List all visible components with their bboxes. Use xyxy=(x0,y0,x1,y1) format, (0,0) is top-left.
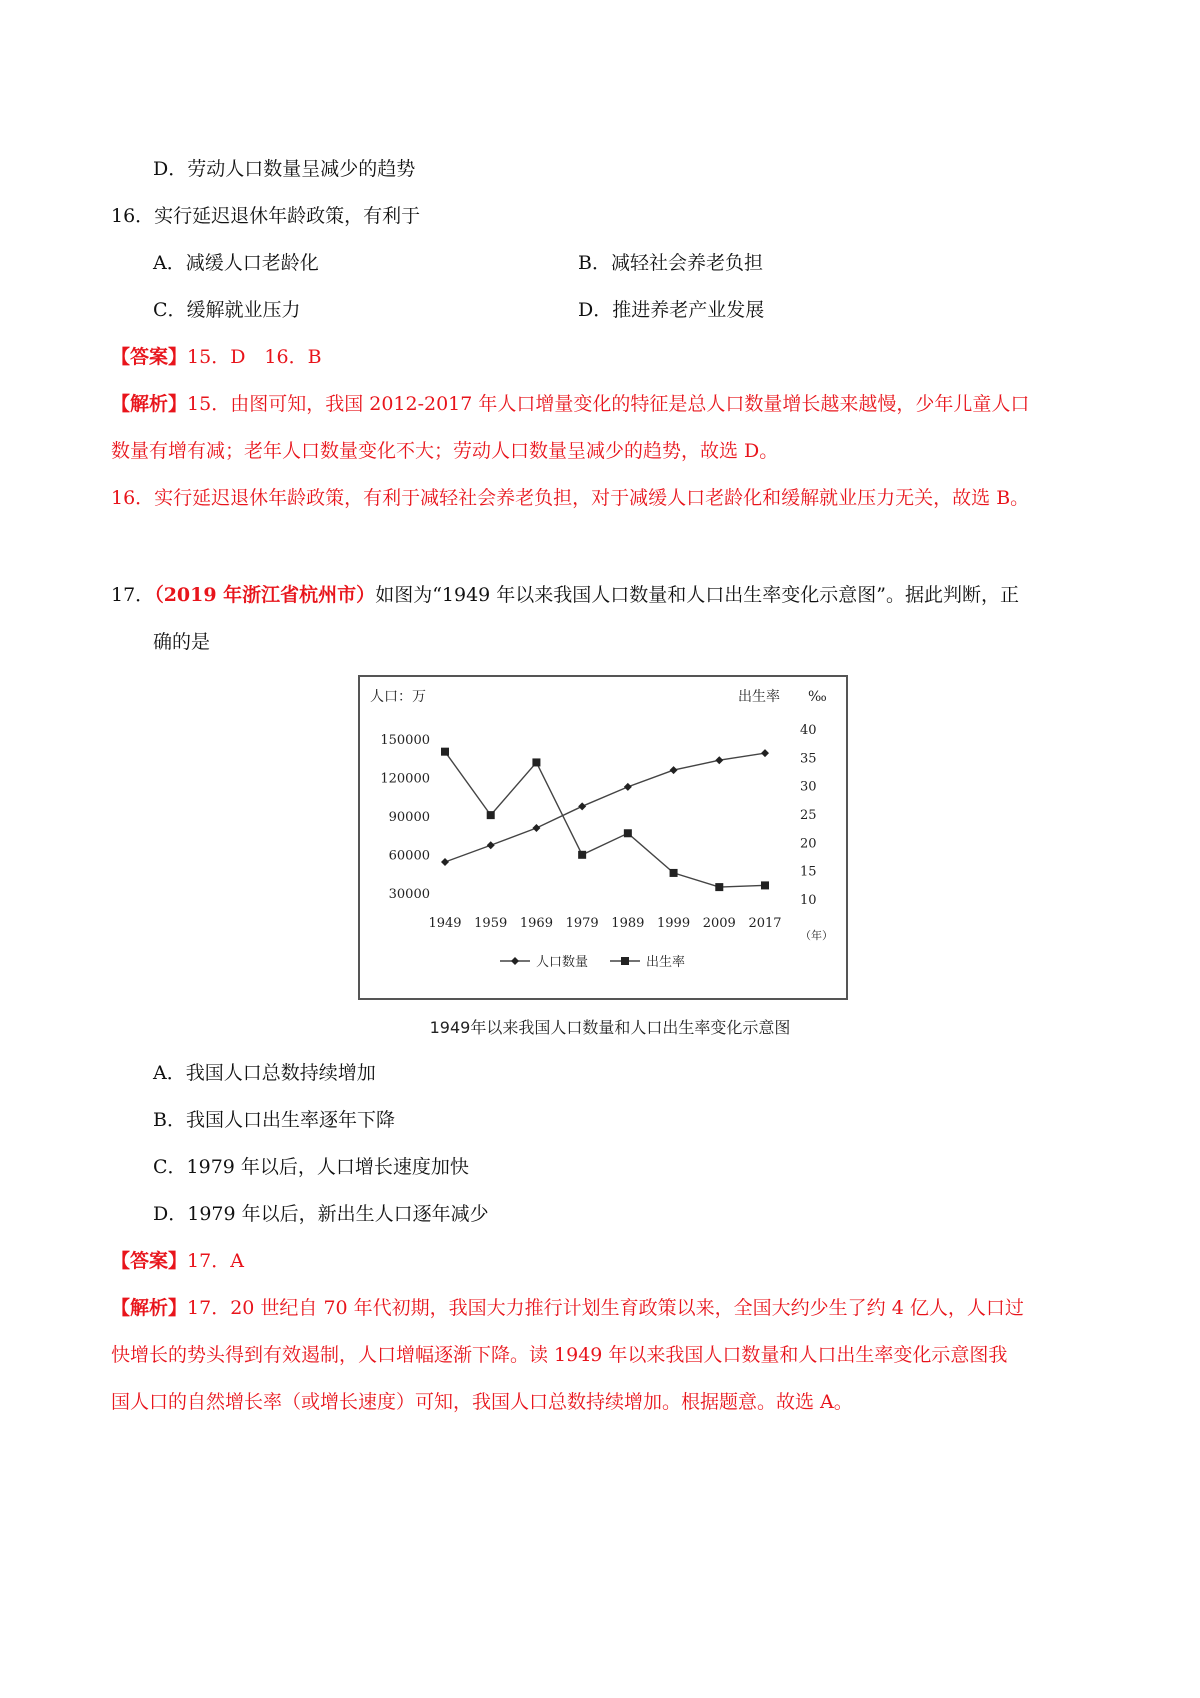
analysis-15-line2: 数量有增有减；老年人口数量变化不大；劳动人口数量呈减少的趋势，故选 D。 xyxy=(111,440,779,462)
analysis-text: 15．由图可知，我国 2012-2017 年人口增量变化的特征是总人口数量增长越来越慢，少年儿童人口 xyxy=(187,393,1030,415)
y-right-tick-label: 25 xyxy=(800,808,817,823)
figure-caption: 1949年以来我国人口数量和人口出生率变化示意图 xyxy=(429,1018,791,1037)
q17-option-d: D．1979 年以后，新出生人口逐年减少 xyxy=(153,1203,489,1225)
y-left-tick-label: 90000 xyxy=(388,810,430,825)
population-point xyxy=(441,858,449,866)
birth-rate-point xyxy=(487,811,495,819)
analysis-tag: 【解析】 xyxy=(111,1297,188,1319)
y-left-tick-label: 150000 xyxy=(380,733,430,748)
answer-15-16 xyxy=(111,344,322,370)
x-tick-label: 2017 xyxy=(748,916,782,931)
y-right-tick-label: 15 xyxy=(800,864,817,880)
analysis-16-line1: 16．实行延迟退休年龄政策，有利于减轻社会养老负担，对于减缓人口老龄化和缓解就业压力无关，故选 B。 xyxy=(111,487,1030,509)
q17-option-b: B．我国人口出生率逐年下降 xyxy=(153,1109,395,1131)
x-axis-unit: （年） xyxy=(800,929,833,942)
analysis-tag: 【解析】 xyxy=(111,393,188,415)
q17-number: 17． xyxy=(111,584,155,606)
answer-text: 17．A xyxy=(187,1250,244,1272)
population-chart xyxy=(358,675,848,1000)
q17-stem-line1 xyxy=(111,582,1019,608)
answer-tag: 【答案】 xyxy=(111,1250,188,1272)
q16-option-b: B．减轻社会养老负担 xyxy=(578,252,763,274)
q17-stem-line2: 确的是 xyxy=(153,631,211,653)
x-tick-label: 1949 xyxy=(428,916,462,931)
q17-stem: 如图为“1949 年以来我国人口数量和人口出生率变化示意图”。据此判断，正 xyxy=(375,584,1020,606)
x-tick-label: 1979 xyxy=(565,916,599,931)
legend-marker-birth-rate xyxy=(621,957,629,965)
legend-marker-population xyxy=(511,957,519,965)
q16-stem: 16．实行延迟退休年龄政策，有利于 xyxy=(111,205,421,227)
birth-rate-point xyxy=(624,829,632,837)
legend-label-population: 人口数量 xyxy=(536,955,589,970)
answer-text: 15．D 16．B xyxy=(187,346,322,368)
x-tick-label: 1959 xyxy=(474,916,508,931)
answer-17 xyxy=(111,1248,244,1274)
birth-rate-point xyxy=(441,748,449,756)
population-point xyxy=(761,749,769,757)
series-line-birth-rate xyxy=(445,752,765,887)
analysis-15-line1 xyxy=(111,391,1029,417)
y-right-tick-label: 10 xyxy=(800,893,817,908)
legend-label-birth-rate: 出生率 xyxy=(646,955,686,970)
y-right-tick-label: 35 xyxy=(800,751,817,767)
y-right-tick-label: 30 xyxy=(800,779,817,795)
x-tick-label: 1999 xyxy=(657,916,691,931)
analysis-17-line3: 国人口的自然增长率（或增长速度）可知，我国人口总数持续增加。根据题意。故选 A。 xyxy=(111,1391,853,1413)
y-left-tick-label: 60000 xyxy=(388,848,430,864)
analysis-17-line1 xyxy=(111,1295,1024,1321)
population-point xyxy=(624,783,632,791)
x-tick-label: 1969 xyxy=(519,916,553,931)
x-tick-label: 1989 xyxy=(611,916,645,931)
q17-option-a: A．我国人口总数持续增加 xyxy=(153,1062,376,1084)
population-chart-svg xyxy=(360,677,846,998)
q17-option-c: C．1979 年以后，人口增长速度加快 xyxy=(153,1156,469,1178)
q16-option-d: D．推进养老产业发展 xyxy=(578,299,765,321)
population-point xyxy=(578,802,586,810)
analysis-text: 17．20 世纪自 70 年代初期，我国大力推行计划生育政策以来，全国大约少生了约 4 亿人，人口过 xyxy=(187,1297,1024,1319)
answer-tag: 【答案】 xyxy=(111,346,188,368)
y-right-axis-label: 出生率 xyxy=(738,689,780,705)
q15-option-d: D．劳动人口数量呈减少的趋势 xyxy=(153,158,416,180)
x-tick-label: 2009 xyxy=(702,916,736,931)
y-left-axis-label: 人口：万 xyxy=(370,689,426,705)
population-point xyxy=(487,841,495,849)
birth-rate-point xyxy=(532,758,540,766)
y-left-tick-label: 30000 xyxy=(388,887,430,902)
q17-source: （2019 年浙江省杭州市） xyxy=(154,584,376,606)
y-right-tick-label: 20 xyxy=(800,836,817,852)
analysis-17-line2: 快增长的势头得到有效遏制，人口增幅逐渐下降。读 1949 年以来我国人口数量和人口出生率变化示意图我 xyxy=(111,1344,1008,1366)
population-point xyxy=(670,766,678,774)
y-right-axis-unit: ‰ xyxy=(808,689,827,705)
birth-rate-point xyxy=(715,883,723,891)
birth-rate-point xyxy=(578,851,586,859)
q16-option-a: A．减缓人口老龄化 xyxy=(153,252,319,274)
birth-rate-point xyxy=(670,869,678,877)
q16-option-c: C．缓解就业压力 xyxy=(153,299,301,321)
y-right-tick-label: 40 xyxy=(800,723,817,738)
birth-rate-point xyxy=(761,881,769,889)
population-point xyxy=(715,756,723,764)
y-left-tick-label: 120000 xyxy=(380,771,430,787)
population-point xyxy=(532,824,540,832)
